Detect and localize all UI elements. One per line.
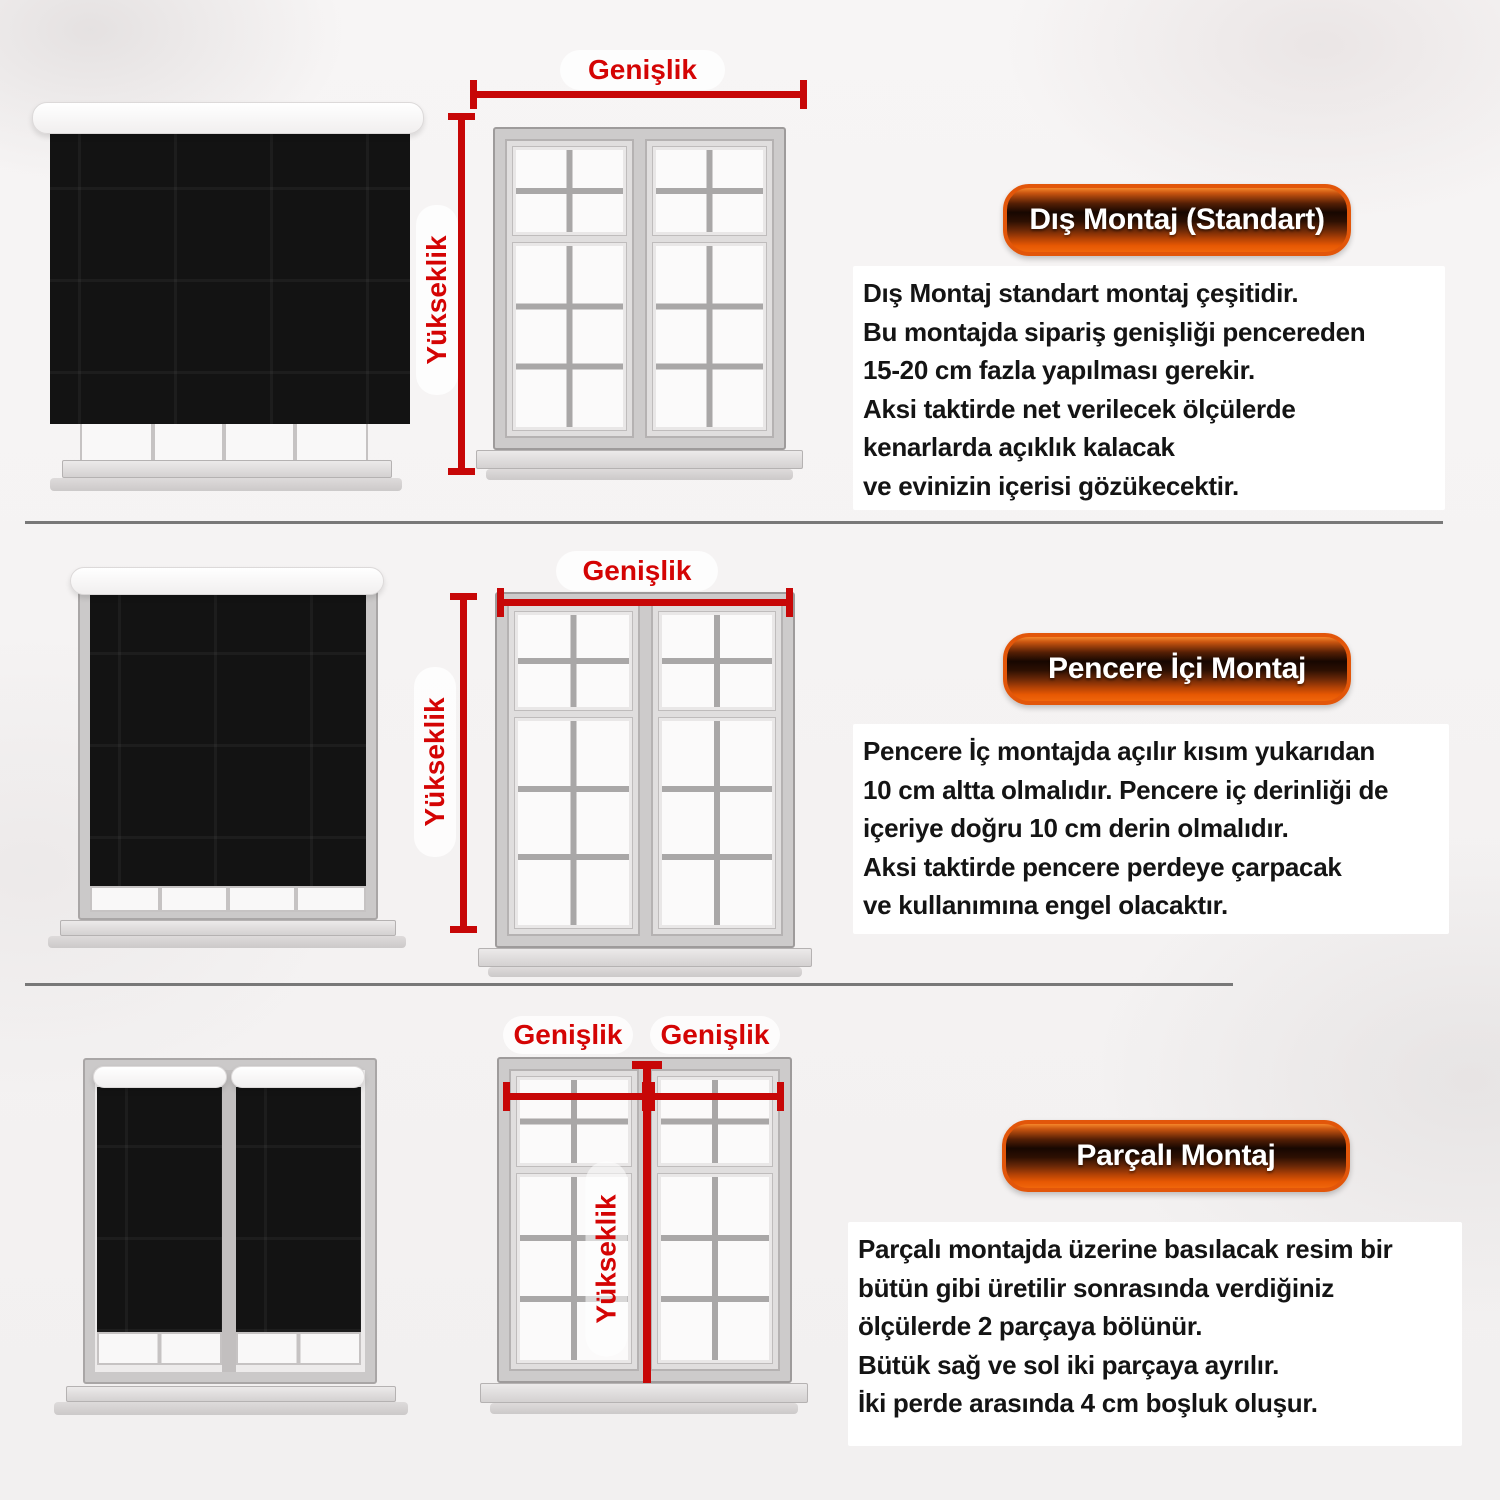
width-label: Genişlik	[582, 555, 692, 586]
badge-pencere-ici: Pencere İçi Montaj	[1003, 633, 1351, 705]
description-pencere-ici	[853, 724, 1449, 934]
description-parcali	[848, 1222, 1462, 1446]
text-line: Bütük sağ ve sol iki parçaya ayrılır.	[858, 1349, 1280, 1380]
window-lower-panes-right	[236, 1332, 361, 1365]
text-line: ölçülerde 2 parçaya bölünür.	[858, 1311, 1203, 1341]
text-line: ve evinizin içerisi gözükecektir.	[863, 470, 1239, 501]
text-line: bütün gibi üretilir sonrasında verdiğiniz	[858, 1272, 1334, 1303]
text-line: 10 cm altta olmalıdır. Pencere iç derinliği de	[863, 774, 1389, 805]
diagram-window-sill-base	[488, 967, 802, 977]
diagram-window	[493, 127, 786, 450]
width-arrow-left	[503, 1093, 649, 1100]
diagram-window-sill	[478, 948, 812, 967]
text-line: ve kullanımına engel olacaktır.	[863, 890, 1228, 920]
diagram-window-sill	[476, 450, 803, 469]
width-label: Genişlik	[660, 1019, 770, 1050]
window-pane-bottom	[653, 243, 766, 430]
diagram-window	[495, 592, 795, 948]
text-line: kenarlarda açıklık kalacak	[863, 432, 1175, 462]
blind-shade	[90, 594, 366, 886]
text-line: Dış Montaj standart montaj çeşitidir.	[863, 278, 1299, 308]
window-sash-left	[507, 604, 640, 936]
window-pane-top	[659, 612, 776, 710]
window-pane-bottom	[659, 718, 776, 928]
diagram-window-sill	[480, 1383, 808, 1403]
width-label-pill	[560, 50, 725, 90]
text-line: İki perde arasında 4 cm boşluk oluşur.	[858, 1388, 1318, 1418]
window-sash-right	[645, 139, 774, 438]
window-mullion	[222, 1070, 236, 1372]
width-label-pill-left	[503, 1016, 633, 1054]
window-pane-top	[653, 147, 766, 235]
diagram-window-sill-base	[490, 1403, 798, 1414]
badge-parcali: Parçalı Montaj	[1002, 1120, 1350, 1192]
height-label: Yükseklik	[590, 1194, 622, 1324]
height-label-pill	[586, 1162, 628, 1357]
window-sill-base	[48, 936, 406, 948]
height-label-pill	[414, 667, 456, 857]
blind-shade	[50, 129, 410, 424]
width-label: Genişlik	[588, 54, 697, 85]
window-pane-top	[513, 147, 626, 235]
window-sill-base	[50, 478, 402, 491]
window-lower-panes	[80, 418, 368, 464]
section-divider	[25, 983, 1233, 986]
height-label: Yükseklik	[421, 235, 452, 365]
height-arrow	[458, 113, 465, 475]
window-pane-bottom	[658, 1174, 772, 1363]
window-sill	[60, 920, 396, 936]
window-pane-top	[515, 612, 632, 710]
roller-headrail	[70, 567, 384, 595]
width-label: Genişlik	[513, 1019, 623, 1050]
text-line: Bu montajda sipariş genişliği pencereden	[863, 316, 1366, 347]
height-arrow	[643, 1061, 651, 1398]
window-pane-bottom	[513, 243, 626, 430]
section-divider	[25, 521, 1443, 524]
roller-headrail-right	[231, 1066, 365, 1088]
text-line: Parçalı montajda üzerine basılacak resim bir	[858, 1234, 1393, 1264]
height-arrow	[460, 593, 467, 933]
text-line: içeriye doğru 10 cm derin olmalıdır.	[863, 813, 1289, 843]
text-line: 15-20 cm fazla yapılması gerekir.	[863, 355, 1255, 385]
window-pane-bottom	[515, 718, 632, 928]
text-line: Pencere İç montajda açılır kısım yukarıdan	[863, 736, 1375, 766]
text-line: Aksi taktirde pencere perdeye çarpacak	[863, 851, 1342, 882]
width-arrow	[470, 91, 807, 98]
text-line: Aksi taktirde net verilecek ölçülerde	[863, 393, 1296, 424]
height-label-pill	[416, 205, 458, 395]
window-lower-panes-left	[97, 1332, 222, 1365]
window-sash-right	[651, 604, 784, 936]
blind-shade-right	[236, 1087, 361, 1332]
window-sill	[62, 460, 392, 478]
window-sill	[66, 1386, 396, 1402]
diagram-window-sill-base	[486, 469, 793, 480]
roller-headrail	[32, 102, 424, 134]
window-sill-base	[54, 1402, 408, 1415]
width-arrow	[497, 599, 793, 606]
height-label: Yükseklik	[419, 697, 450, 827]
width-label-pill	[556, 551, 718, 591]
description-dis-montaj	[853, 266, 1445, 510]
width-label-pill-right	[650, 1016, 780, 1054]
roller-headrail-left	[93, 1066, 227, 1088]
window-pane-top	[517, 1077, 631, 1166]
width-arrow-right	[648, 1093, 784, 1100]
blind-shade-left	[97, 1087, 222, 1332]
window-pane-top	[658, 1077, 772, 1166]
window-lower-panes	[90, 886, 366, 912]
window-sash-left	[505, 139, 634, 438]
window-sash-right	[650, 1069, 780, 1371]
badge-dis-montaj: Dış Montaj (Standart)	[1003, 184, 1351, 256]
